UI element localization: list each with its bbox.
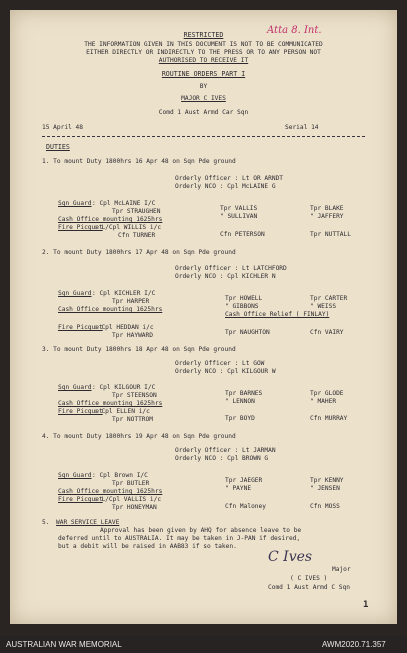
item-number: 5. — [42, 519, 50, 526]
sqn-guard-ic: : Cpl McLAINE I/C — [92, 200, 156, 207]
cash-office-label: Cash Office mounting 1625hrs — [58, 400, 163, 407]
duty-member: " SULLIVAN — [220, 213, 258, 220]
serial-number: Serial 14 — [285, 124, 319, 131]
fire-picquet-label: Fire Picquet — [58, 496, 103, 503]
sqn-guard-label: Sqn Guard — [58, 384, 92, 391]
duty-member: Cfn VAIRY — [310, 329, 344, 336]
cash-office-label: Cash Office mounting 1625hrs — [58, 306, 163, 313]
cash-office-label: Cash Office mounting 1625hrs — [58, 488, 163, 495]
duty-member: Cfn MOSS — [310, 503, 340, 510]
page-mark: 1 — [363, 600, 369, 610]
fire-picquet-label: Fire Picquet — [58, 224, 103, 231]
fire-picquet-label: Fire Picquet — [58, 408, 103, 415]
sqn-guard-ic: : Cpl KICHLER I/C — [92, 290, 156, 297]
signatory-unit: Comd 1 Aust Armd C Sqn — [268, 584, 350, 591]
unit-name: Comd 1 Aust Armd Car Sqn — [158, 109, 249, 116]
notice-line-2: EITHER DIRECTLY OR INDIRECTLY TO THE PRESS OR TO ANY PERSON NOT — [86, 49, 321, 56]
duty-member: " LENNON — [225, 398, 255, 405]
duty-heading: 3. To mount Duty 1800hrs 18 Apr 48 on Sqn Pde ground — [42, 346, 236, 353]
notice-line-3: AUTHORISED TO RECEIVE IT — [158, 57, 249, 64]
notice-line-1: THE INFORMATION GIVEN IN THIS DOCUMENT IS NOT TO BE COMMUNICATED — [84, 41, 323, 48]
duty-heading: 1. To mount Duty 1800hrs 16 Apr 48 on Sqn Pde ground — [42, 158, 236, 165]
classification-label: RESTRICTED — [183, 31, 224, 39]
fire-picquet-member: Cfn TURNER — [118, 232, 156, 239]
leave-text-line: but a debit will be raised in AAB83 if so taken. — [58, 543, 237, 550]
duty-member: Tpr NUTTALL — [310, 231, 351, 238]
by-line: BY — [199, 83, 208, 90]
cash-office-relief: Cash Office Relief ( FINLAY) — [225, 311, 330, 318]
orderly-officer: Orderly Officer : Lt JARMAN — [175, 447, 276, 454]
duty-member: Tpr VALLIS — [220, 205, 258, 212]
handwritten-note: Atta 8. Int. — [267, 25, 322, 36]
duty-heading: 2. To mount Duty 1800hrs 17 Apr 48 on Sqn Pde ground — [42, 249, 236, 256]
duty-heading: 4. To mount Duty 1800hrs 19 Apr 48 on Sqn Pde ground — [42, 433, 236, 440]
duty-member: Tpr GLODE — [310, 390, 344, 397]
duty-member: " PAYNE — [225, 485, 252, 492]
sqn-guard-label: Sqn Guard — [58, 200, 92, 207]
duties-heading: DUTIES — [46, 143, 70, 151]
cash-office-label: Cash Office mounting 1625hrs — [58, 216, 163, 223]
duty-member: Tpr NAUGHTON — [225, 329, 270, 336]
leave-text-line: Approval has been given by AHQ for absence leave to be — [100, 527, 302, 534]
signatory-rank: Major — [332, 566, 351, 573]
signatory-name: ( C IVES ) — [290, 575, 328, 582]
sqn-guard-member: Tpr STEENSON — [112, 392, 157, 399]
duty-member: Tpr JAEGER — [225, 477, 263, 484]
sqn-guard-label: Sqn Guard — [58, 472, 92, 479]
duty-member: " JENSEN — [310, 485, 340, 492]
duty-member: " MAHER — [310, 398, 337, 405]
archive-footer — [0, 636, 407, 653]
fire-picquet-ic: : Cpl HEDDAN i/c — [94, 324, 154, 331]
document-title: ROUTINE ORDERS PART I — [161, 70, 246, 78]
sqn-guard-ic: : Cpl KILGOUR I/C — [92, 384, 156, 391]
fire-picquet-label: Fire Picquet — [58, 324, 103, 331]
fire-picquet-ic: : Cpl ELLEN i/c — [94, 408, 150, 415]
document-date: 15 April 48 — [42, 124, 83, 131]
duty-member: Tpr BOYD — [225, 415, 255, 422]
fire-picquet-member: Tpr HAYWARD — [112, 332, 153, 339]
archive-reference: AWM2020.71.357 — [322, 640, 386, 649]
orderly-nco: Orderly NCO : Cpl BROWN G — [175, 455, 269, 462]
archive-name: AUSTRALIAN WAR MEMORIAL — [6, 640, 122, 649]
sqn-guard-ic: : Cpl Brown I/C — [92, 472, 148, 479]
sqn-guard-member: Tpr HARPER — [112, 298, 150, 305]
fire-picquet-ic: : L/Cpl WILLIS i/c — [94, 224, 162, 231]
orderly-nco: Orderly NCO : Cpl KICHLER N — [175, 273, 276, 280]
duty-member: Tpr BLAKE — [310, 205, 344, 212]
duty-member: " JAFFERY — [310, 213, 344, 220]
duty-member: Tpr KENNY — [310, 477, 344, 484]
sqn-guard-member: Tpr BUTLER — [112, 480, 150, 487]
leave-title: WAR SERVICE LEAVE — [56, 519, 120, 526]
fire-picquet-ic: : L/Cpl VALLIS i/c — [94, 496, 162, 503]
document-page — [10, 10, 397, 624]
orderly-officer: Orderly Officer : Lt OR ARNDT — [175, 175, 284, 182]
orderly-nco: Orderly NCO : Cpl McLAINE G — [175, 183, 276, 190]
orderly-officer: Orderly Officer : Lt GOW — [175, 360, 265, 367]
sqn-guard-label: Sqn Guard — [58, 290, 92, 297]
duty-member: Cfn MURRAY — [310, 415, 348, 422]
sqn-guard-member: Tpr STRAUGHEN — [112, 208, 161, 215]
fire-picquet-member: Tpr HONEYMAN — [112, 504, 157, 511]
duty-member: " WEISS — [310, 303, 337, 310]
orderly-officer: Orderly Officer : Lt LATCHFORD — [175, 265, 287, 272]
duty-member: " GIBBONS — [225, 303, 259, 310]
orderly-nco: Orderly NCO : Cpl KILGOUR W — [175, 368, 276, 375]
duty-member: Tpr HOWELL — [225, 295, 263, 302]
duty-member: Tpr BARNES — [225, 390, 263, 397]
duty-member: Tpr CARTER — [310, 295, 348, 302]
fire-picquet-member: Tpr NOTTROM — [112, 416, 153, 423]
signature: C Ives — [268, 549, 313, 565]
author-name: MAJOR C IVES — [181, 95, 226, 102]
header-divider — [42, 136, 365, 137]
leave-text-line: deferred until to AUSTRALIA. It may be taken in J-PAN if desired, — [58, 535, 301, 542]
duty-member: Cfn Maloney — [225, 503, 266, 510]
duty-member: Cfn PETERSON — [220, 231, 265, 238]
routine-orders-document — [10, 10, 397, 624]
